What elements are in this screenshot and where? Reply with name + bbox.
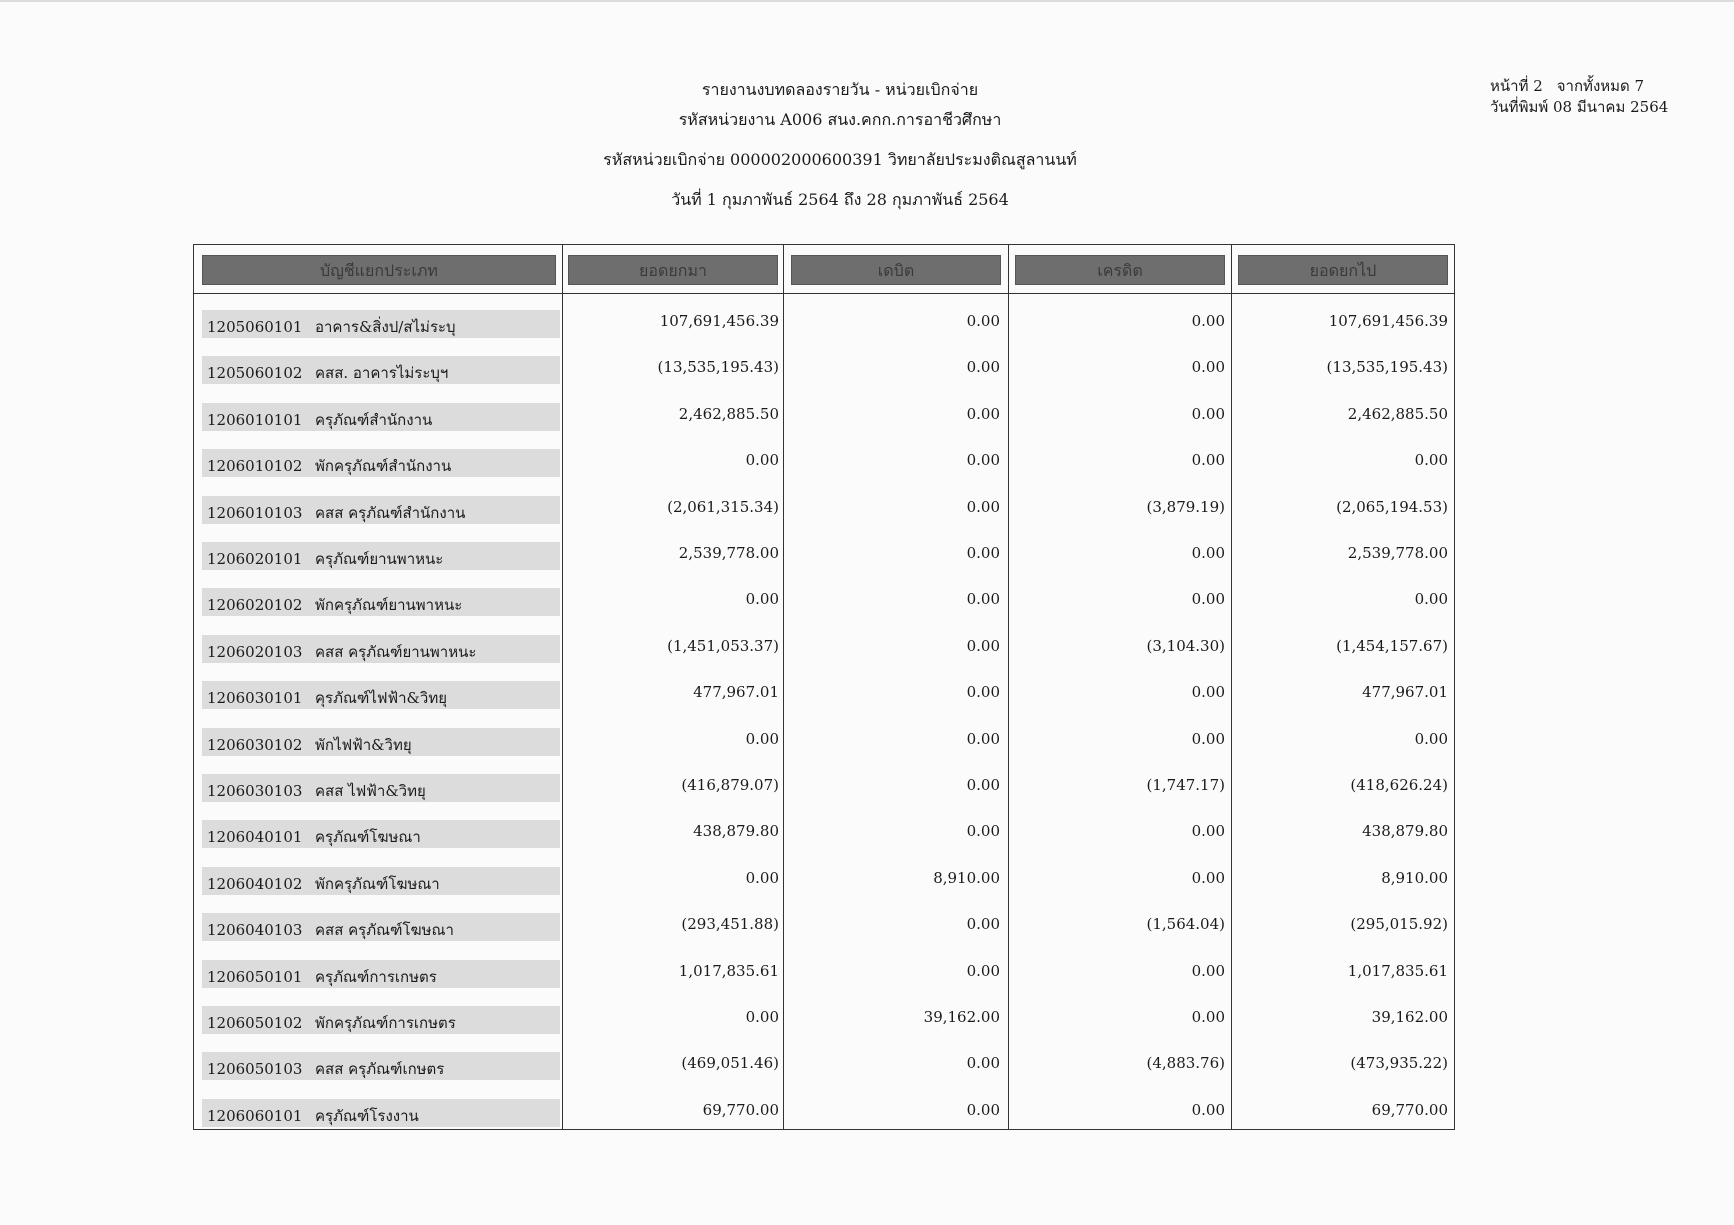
- account-name: ครุภัณฑ์ยานพาหนะ: [315, 550, 444, 568]
- account-cell: [202, 542, 560, 570]
- carried-amount: 0.00: [1414, 590, 1448, 609]
- account-name: คสส ครุภัณฑ์เกษตร: [315, 1060, 445, 1079]
- account-code: 1206040103: [207, 921, 303, 940]
- brought-amount: (13,535,195.43): [657, 358, 779, 377]
- account-code: 1206050101: [207, 967, 303, 986]
- account-cell: [202, 1006, 560, 1034]
- account-name: คสส ครุภัณฑ์โฆษณา: [315, 921, 454, 940]
- brought-amount: (293,451.88): [681, 915, 779, 934]
- account-code: 1206010102: [207, 457, 303, 476]
- account-name: คสส ครุภัณฑ์สำนักงาน: [315, 503, 466, 522]
- carried-amount: 107,691,456.39: [1328, 312, 1448, 330]
- credit-amount: 0.00: [1191, 358, 1225, 377]
- print-date: 08 มีนาคม 2564: [1553, 98, 1669, 116]
- table-row: [194, 812, 1456, 858]
- debit-amount: 39,162.00: [923, 1008, 1000, 1026]
- credit-amount: 0.00: [1191, 544, 1225, 562]
- debit-amount: 0.00: [966, 1100, 1000, 1119]
- credit-amount: 0.00: [1191, 312, 1225, 330]
- account-cell: [202, 960, 560, 988]
- credit-amount: 0.00: [1191, 822, 1225, 841]
- credit-amount: (3,104.30): [1146, 636, 1225, 655]
- brought-amount: 0.00: [745, 590, 779, 609]
- account-code: 1206040101: [207, 828, 303, 847]
- account-cell: [202, 496, 560, 524]
- account-cell: [202, 820, 560, 848]
- account-code: 1206050102: [207, 1014, 303, 1032]
- account-code: 1206060101: [207, 1106, 303, 1125]
- debit-amount: 0.00: [966, 1054, 1000, 1073]
- trial-balance-table: [193, 244, 1455, 1130]
- brought-amount: (469,051.46): [681, 1054, 779, 1073]
- debit-amount: 0.00: [966, 776, 1000, 794]
- header-brought-forward: ยอดยกมา: [568, 255, 778, 285]
- credit-amount: 0.00: [1191, 451, 1225, 470]
- brought-amount: 2,539,778.00: [678, 544, 779, 562]
- table-row: [194, 905, 1456, 951]
- brought-amount: 69,770.00: [702, 1100, 779, 1119]
- table-row: [194, 859, 1456, 905]
- account-cell: [202, 728, 560, 756]
- page-total: จากทั้งหมด 7: [1556, 77, 1645, 95]
- account-cell: [202, 356, 560, 384]
- page-info: [1490, 76, 1690, 118]
- account-cell: [202, 310, 560, 338]
- credit-amount: 0.00: [1191, 868, 1225, 887]
- carried-amount: 8,910.00: [1381, 868, 1448, 887]
- table-row: [194, 348, 1456, 394]
- account-name: พักไฟฟ้า&วิทยุ: [315, 735, 412, 754]
- account-cell: [202, 449, 560, 477]
- brought-amount: 0.00: [745, 729, 779, 748]
- account-code: 1205060102: [207, 364, 303, 383]
- brought-amount: 438,879.80: [693, 822, 779, 841]
- carried-amount: 2,539,778.00: [1347, 544, 1448, 562]
- account-name: ครุภัณฑ์สำนักงาน: [315, 410, 433, 429]
- credit-amount: (3,879.19): [1146, 497, 1225, 516]
- carried-amount: (473,935.22): [1350, 1054, 1448, 1073]
- account-name: พักครุภัณฑ์การเกษตร: [315, 1014, 456, 1032]
- account-name: อาคาร&สิ่งป/สไม่ระบุ: [315, 318, 456, 336]
- carried-amount: (13,535,195.43): [1326, 358, 1448, 377]
- brought-amount: 2,462,885.50: [678, 404, 779, 423]
- account-name: คสส ไฟฟ้า&วิทยุ: [315, 782, 426, 800]
- account-name: คสส. อาคารไม่ระบุฯ: [315, 364, 449, 383]
- debit-amount: 8,910.00: [933, 868, 1000, 887]
- account-code: 1206030102: [207, 735, 303, 754]
- header-divider: [194, 293, 1454, 294]
- account-code: 1206050103: [207, 1060, 303, 1079]
- account-code: 1206020101: [207, 550, 303, 568]
- table-row: [194, 952, 1456, 998]
- brought-amount: (1,451,053.37): [667, 636, 779, 655]
- print-date-label: วันที่พิมพ์: [1490, 98, 1549, 116]
- table-row: [194, 395, 1456, 441]
- account-cell: [202, 913, 560, 941]
- debit-amount: 0.00: [966, 404, 1000, 423]
- account-code: 1206020102: [207, 596, 303, 615]
- debit-amount: 0.00: [966, 497, 1000, 516]
- carried-amount: (1,454,157.67): [1336, 636, 1448, 655]
- carried-amount: 39,162.00: [1371, 1008, 1448, 1026]
- table-row: [194, 580, 1456, 626]
- carried-amount: 69,770.00: [1371, 1100, 1448, 1119]
- header-debit: เดบิต: [791, 255, 1001, 285]
- header-credit: เครดิต: [1015, 255, 1225, 285]
- table-row: [194, 627, 1456, 673]
- table-row: [194, 1091, 1456, 1137]
- debit-amount: 0.00: [966, 451, 1000, 470]
- debit-amount: 0.00: [966, 590, 1000, 609]
- header-carried-forward: ยอดยกไป: [1238, 255, 1448, 285]
- brought-amount: 0.00: [745, 451, 779, 470]
- carried-amount: 477,967.01: [1362, 683, 1448, 702]
- credit-amount: 0.00: [1191, 729, 1225, 748]
- account-code: 1206030103: [207, 782, 303, 800]
- account-name: ครุภัณฑ์การเกษตร: [315, 967, 437, 986]
- debit-amount: 0.00: [966, 312, 1000, 330]
- table-row: [194, 720, 1456, 766]
- debit-amount: 0.00: [966, 636, 1000, 655]
- debit-amount: 0.00: [966, 961, 1000, 980]
- account-name: ครุภัณฑ์โฆษณา: [315, 828, 421, 847]
- account-code: 1206030101: [207, 689, 303, 708]
- brought-amount: 1,017,835.61: [678, 961, 779, 980]
- period-line: วันที่ 1 กุมภาพันธ์ 2564 ถึง 28 กุมภาพันธ์ 2564: [671, 190, 1009, 209]
- table-row: [194, 673, 1456, 719]
- credit-amount: 0.00: [1191, 961, 1225, 980]
- table-row: [194, 302, 1456, 348]
- debit-amount: 0.00: [966, 915, 1000, 934]
- debit-amount: 0.00: [966, 822, 1000, 841]
- account-name: พักครุภัณฑ์สำนักงาน: [315, 457, 452, 476]
- brought-amount: 107,691,456.39: [659, 312, 779, 330]
- header-ledger: บัญชีแยกประเภท: [202, 255, 556, 285]
- brought-amount: (2,061,315.34): [667, 497, 779, 516]
- account-code: 1205060101: [207, 318, 303, 336]
- debit-amount: 0.00: [966, 358, 1000, 377]
- credit-amount: (1,564.04): [1146, 915, 1225, 934]
- carried-amount: 1,017,835.61: [1347, 961, 1448, 980]
- account-cell: [202, 403, 560, 431]
- brought-amount: (416,879.07): [681, 776, 779, 794]
- account-code: 1206020103: [207, 642, 303, 661]
- account-cell: [202, 681, 560, 709]
- agency-line: รหัสหน่วยงาน A006 สนง.คกก.การอาชีวศึกษา: [678, 110, 1002, 129]
- credit-amount: (4,883.76): [1146, 1054, 1225, 1073]
- account-code: 1206010103: [207, 503, 303, 522]
- account-cell: [202, 1052, 560, 1080]
- carried-amount: 438,879.80: [1362, 822, 1448, 841]
- credit-amount: 0.00: [1191, 590, 1225, 609]
- account-cell: [202, 1099, 560, 1127]
- account-cell: [202, 635, 560, 663]
- page-top-edge: [0, 0, 1734, 2]
- credit-amount: (1,747.17): [1146, 776, 1225, 794]
- carried-amount: 0.00: [1414, 451, 1448, 470]
- carried-amount: (418,626.24): [1350, 776, 1448, 794]
- credit-amount: 0.00: [1191, 1008, 1225, 1026]
- debit-amount: 0.00: [966, 729, 1000, 748]
- table-row: [194, 534, 1456, 580]
- table-row: [194, 488, 1456, 534]
- table-row: [194, 766, 1456, 812]
- table-row: [194, 1044, 1456, 1090]
- carried-amount: 0.00: [1414, 729, 1448, 748]
- carried-amount: (2,065,194.53): [1336, 497, 1448, 516]
- brought-amount: 0.00: [745, 1008, 779, 1026]
- credit-amount: 0.00: [1191, 1100, 1225, 1119]
- report-title: รายงานงบทดลองรายวัน - หน่วยเบิกจ่าย: [701, 80, 979, 99]
- credit-amount: 0.00: [1191, 404, 1225, 423]
- carried-amount: 2,462,885.50: [1347, 404, 1448, 423]
- brought-amount: 477,967.01: [693, 683, 779, 702]
- credit-amount: 0.00: [1191, 683, 1225, 702]
- account-cell: [202, 867, 560, 895]
- brought-amount: 0.00: [745, 868, 779, 887]
- page-number: หน้าที่ 2: [1490, 77, 1543, 95]
- table-row: [194, 441, 1456, 487]
- account-name: พักครุภัณฑ์โฆษณา: [315, 874, 440, 893]
- debit-amount: 0.00: [966, 683, 1000, 702]
- disbursing-unit-line: รหัสหน่วยเบิกจ่าย 000002000600391 วิทยาลัยประมงติณสูลานนท์: [603, 150, 1077, 169]
- account-name: พักครุภัณฑ์ยานพาหนะ: [315, 596, 463, 615]
- account-name: คสส ครุภัณฑ์ยานพาหนะ: [315, 642, 477, 661]
- account-name: ครุภัณฑ์โรงงาน: [315, 1106, 419, 1125]
- debit-amount: 0.00: [966, 544, 1000, 562]
- table-row: [194, 998, 1456, 1044]
- carried-amount: (295,015.92): [1350, 915, 1448, 934]
- account-name: คุรภัณฑ์ไฟฟ้า&วิทยุ: [315, 689, 448, 708]
- account-cell: [202, 774, 560, 802]
- account-cell: [202, 588, 560, 616]
- account-code: 1206040102: [207, 874, 303, 893]
- account-code: 1206010101: [207, 410, 303, 429]
